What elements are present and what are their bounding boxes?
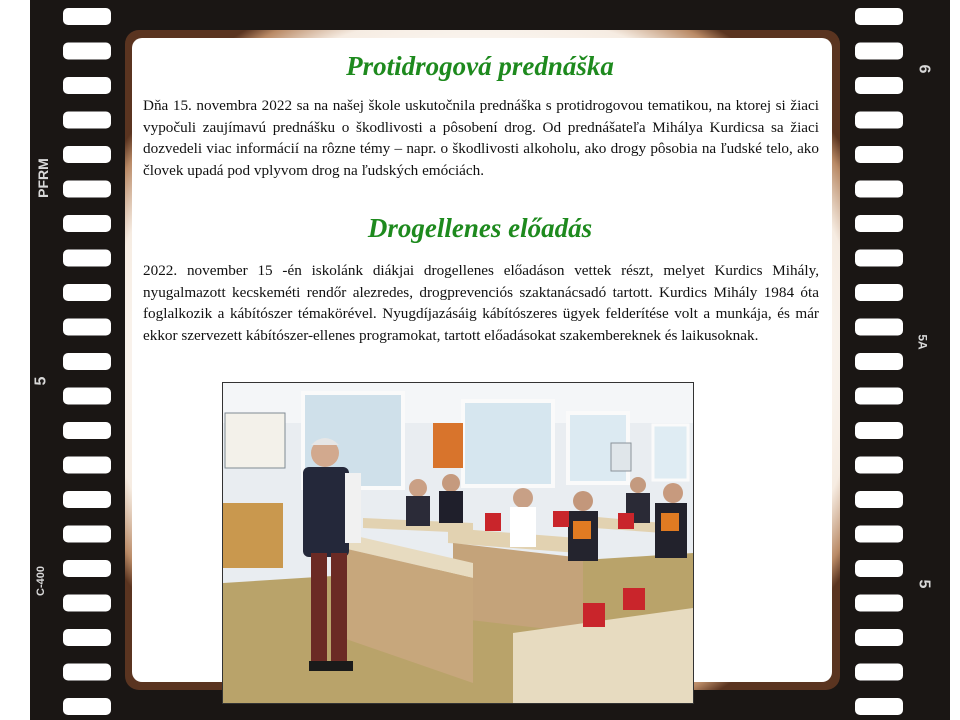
film-marking-5-right: 5 (915, 579, 933, 589)
film-perforation (63, 77, 111, 94)
film-perforation (855, 595, 903, 612)
film-marking-6: 6 (915, 64, 933, 74)
film-perforation (63, 8, 111, 25)
film-perforation (855, 629, 903, 646)
film-perforation (63, 181, 111, 198)
film-perforation (855, 215, 903, 232)
film-marking-5-left: 5 (32, 376, 50, 386)
slovak-paragraph: Dňa 15. novembra 2022 sa na našej škole uskutočnila prednáška s protidrogovou tematikou, na ktorej si žiaci vypočuli zaujímavú prednášku o škodlivosti a pôsobení drog. Od prednášateľa Mihálya Kurdicsa sa žiaci dozvedeli viac informácií na rôzne témy – napr. o škodlivosti alkoholu, ako drogy pôsobia na ľudské telo, ako človek upadá pod vplyvom drog na ľudských emóciách. (143, 97, 819, 179)
film-perforation (63, 526, 111, 543)
film-perforation (855, 664, 903, 681)
film-perforation (63, 319, 111, 336)
film-perforation (63, 353, 111, 370)
film-perforation (63, 457, 111, 474)
hungarian-paragraph: 2022. november 15 -én iskolánk diákjai drogellenes előadáson vettek részt, melyet Kurdics Mihály, nyugalmazott kecskeméti rendőr alezredes, drogprevenciós szaktanácsadó tartott. Kurdics Mihály 1984 óta foglalkozik a kábítószer témakörével. Nyugdíjazásáig kábítószeres ügyek felderítése volt a munkája, és már ekkor szervezett kábítószer-ellenes programokat, tartott előadásokat szakembereknek és laikusoknak. (143, 262, 819, 344)
film-perforation (855, 112, 903, 129)
film-perforation (855, 422, 903, 439)
film-perforation (63, 284, 111, 301)
slovak-title: Protidrogová prednáška (346, 51, 614, 81)
film-perforation (855, 353, 903, 370)
film-perforation (63, 250, 111, 267)
film-perforation (855, 250, 903, 267)
film-perforation (855, 457, 903, 474)
film-marking-c400: C-400 (34, 566, 47, 596)
film-perforation (855, 77, 903, 94)
film-perforation (63, 560, 111, 577)
film-perforation (63, 215, 111, 232)
film-perforation (855, 43, 903, 60)
film-perforation (63, 664, 111, 681)
film-perforation (855, 560, 903, 577)
film-perforation (63, 146, 111, 163)
film-perforation (63, 112, 111, 129)
film-perforation (855, 526, 903, 543)
film-perforation (855, 491, 903, 508)
film-perforation (63, 388, 111, 405)
film-perforation (855, 319, 903, 336)
film-perforation (63, 491, 111, 508)
film-marking-pfrm: PFRM (34, 158, 51, 198)
film-perforation (63, 43, 111, 60)
film-perforation (855, 181, 903, 198)
film-perforation (63, 629, 111, 646)
classroom-photo (222, 382, 694, 704)
film-perforation (855, 284, 903, 301)
film-perforation (63, 422, 111, 439)
film-perforation (855, 388, 903, 405)
film-perforation (855, 698, 903, 715)
film-perforation (855, 146, 903, 163)
film-perforation (63, 698, 111, 715)
hungarian-title: Drogellenes előadás (367, 213, 593, 243)
film-perforation (855, 8, 903, 25)
classroom-photo-illustration (223, 383, 693, 703)
film-perforation (63, 595, 111, 612)
film-marking-5a: 5A (915, 334, 930, 350)
